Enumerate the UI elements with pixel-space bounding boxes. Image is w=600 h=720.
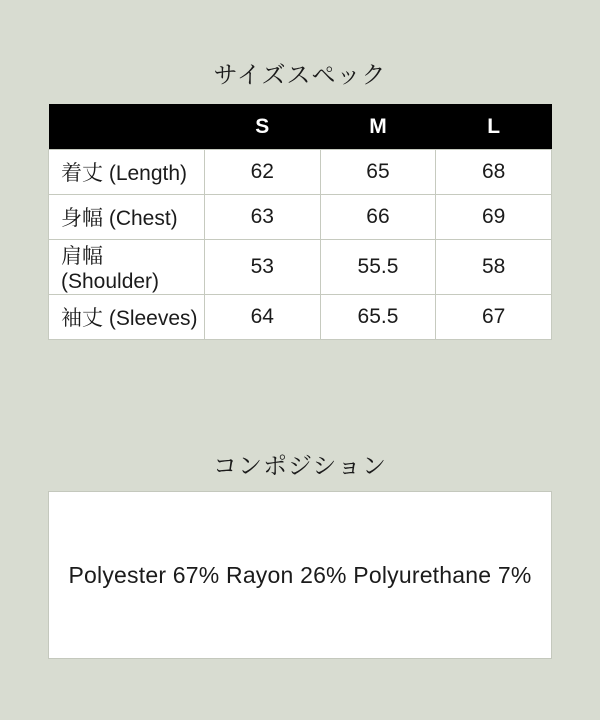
- size-value: 69: [436, 195, 552, 240]
- size-spec-title: サイズスペック: [213, 62, 387, 89]
- size-value: 58: [436, 240, 552, 295]
- row-label: 肩幅 (Shoulder): [49, 240, 205, 295]
- size-value: 63: [204, 195, 320, 240]
- content-column: [48, 0, 552, 659]
- size-value: 53: [204, 240, 320, 295]
- table-row-sleeves: [49, 295, 552, 340]
- header-corner-cell: [49, 104, 205, 150]
- size-value: 55.5: [320, 240, 436, 295]
- col-header-m: M: [320, 104, 436, 150]
- table-row-shoulder: [49, 240, 552, 295]
- size-value: 64: [204, 295, 320, 340]
- col-header-l: L: [436, 104, 552, 150]
- size-value: 66: [320, 195, 436, 240]
- row-label: 袖丈 (Sleeves): [49, 295, 205, 340]
- row-label: 着丈 (Length): [49, 150, 205, 195]
- size-value: 68: [436, 150, 552, 195]
- composition-box: [48, 491, 552, 659]
- size-value: 67: [436, 295, 552, 340]
- size-spec-table: [48, 104, 552, 340]
- size-value: 62: [204, 150, 320, 195]
- composition-text: Polyester 67% Rayon 26% Polyurethane 7%: [68, 561, 532, 588]
- composition-title: コンポジション: [213, 453, 387, 480]
- table-header-row: [49, 104, 552, 150]
- col-header-s: S: [204, 104, 320, 150]
- row-label: 身幅 (Chest): [49, 195, 205, 240]
- size-value: 65.5: [320, 295, 436, 340]
- table-row-chest: [49, 195, 552, 240]
- table-row-length: [49, 150, 552, 195]
- size-value: 65: [320, 150, 436, 195]
